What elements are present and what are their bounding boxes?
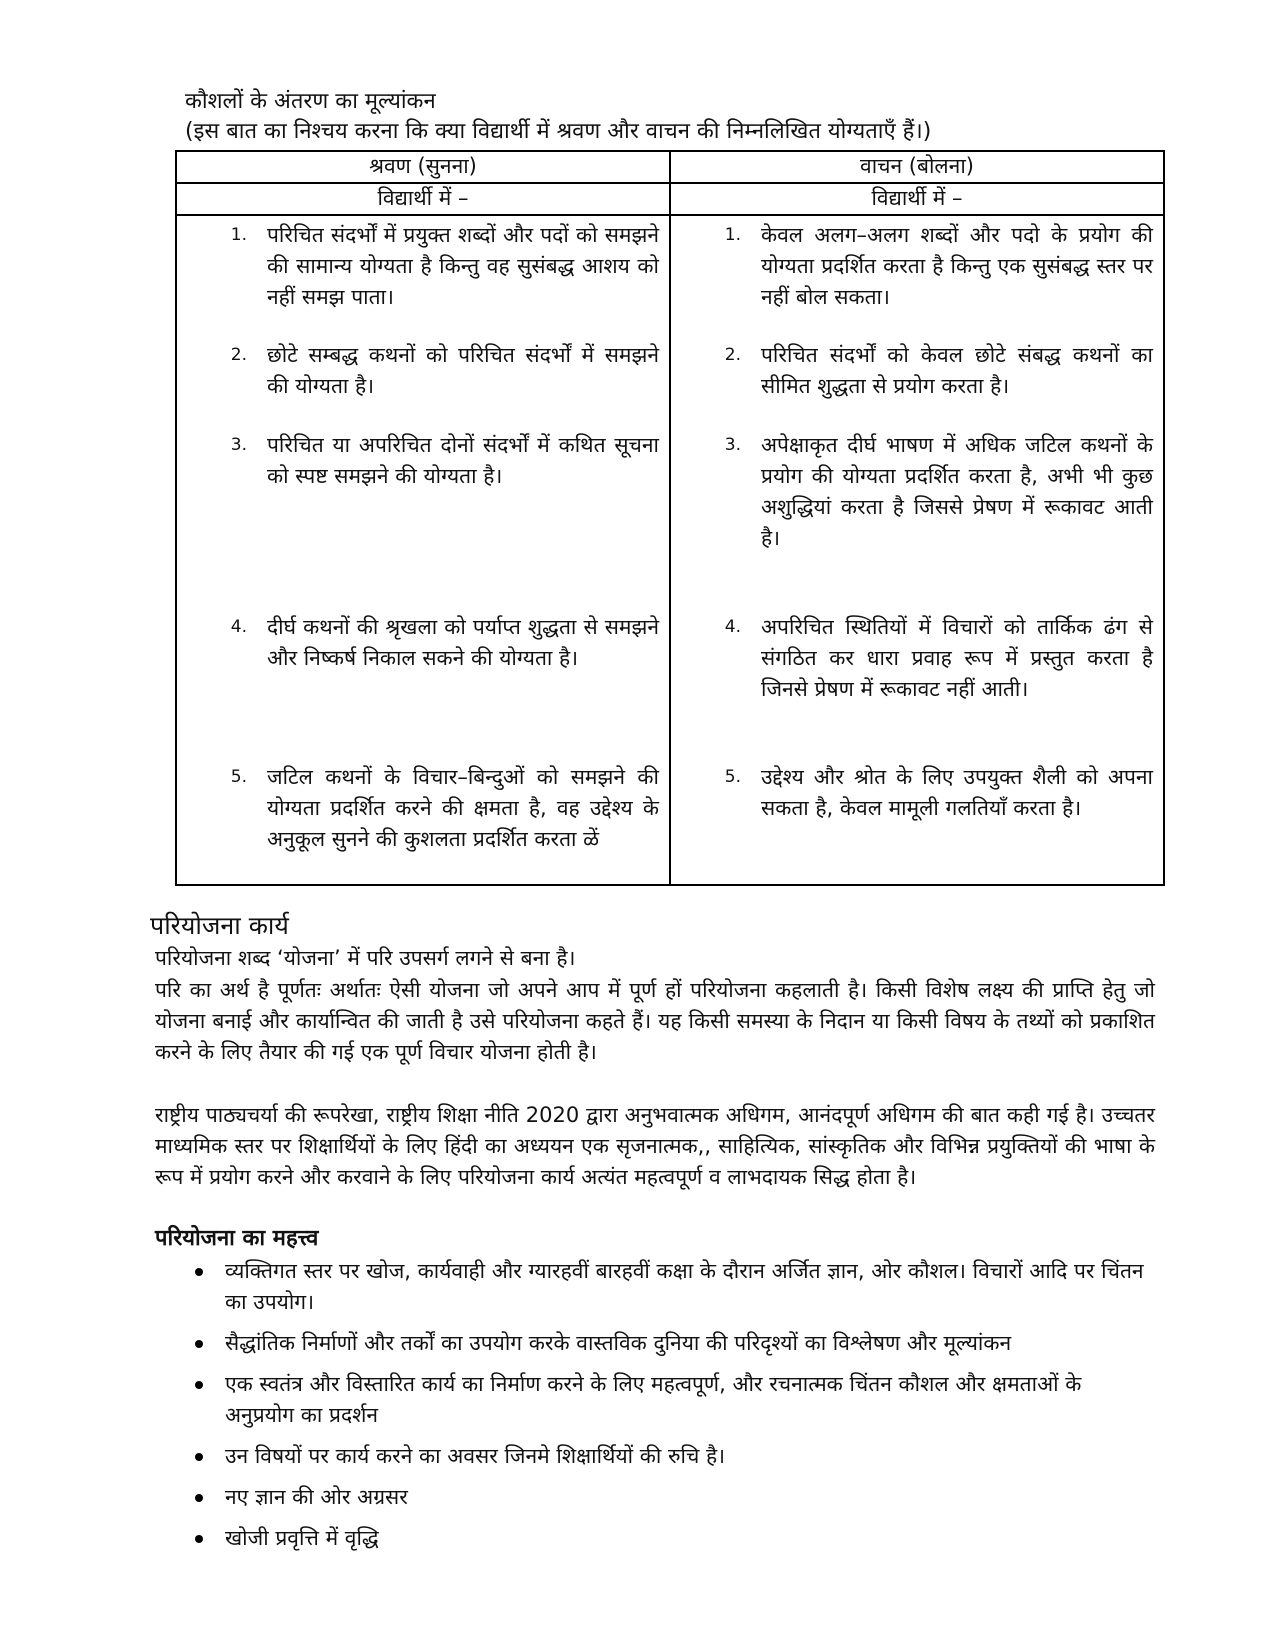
bullet-text: सैद्धांतिक निर्माणों और तर्कों का उपयोग करके वास्तविक दुनिया की परिदृश्यों का विश्लेषण और मूल्यांकन [225, 1331, 1012, 1355]
subheader-speaking: विद्यार्थी में – [670, 183, 1164, 215]
item-text: परिचित संदर्भों को केवल छोटे संबद्ध कथनों का सीमित शुद्धता से प्रयोग करता है। [761, 343, 1153, 398]
bullet-text: नए ज्ञान की ओर अग्रसर [225, 1485, 408, 1509]
item-text: उद्देश्य और श्रोत के लिए उपयुक्त शैली को अपना सकता है, केवल मामूली गलतियाँ करता है। [761, 765, 1153, 820]
header-listening: श्रवण (सुनना) [176, 151, 670, 183]
list-item [195, 1369, 1155, 1431]
bullet-text: एक स्वतंत्र और विस्तारित कार्य का निर्माण करने के लिए महत्वपूर्ण, और रचनात्मक चिंतन कौशल और क्षमताओं के अनुप्रयोग का प्रदर्शन [225, 1372, 1082, 1427]
item-text: परिचित संदर्भों में प्रयुक्त शब्दों और पदों को समझने की सामान्य योग्यता है किन्तु वह सुसंबद्ध आशय को नहीं समझ पाता। [267, 223, 659, 309]
item-number: 2. [230, 345, 247, 365]
bullet-icon [195, 1494, 203, 1502]
bullet-icon [195, 1381, 203, 1389]
list-item [217, 612, 659, 762]
item-text: छोटे सम्बद्ध कथनों को परिचित संदर्भों में समझने की योग्यता है। [267, 343, 659, 398]
bullet-icon [195, 1340, 203, 1348]
project-paragraph-2: परि का अर्थ है पूर्णतः अर्थातः ऐसी योजना जो अपने आप में पूर्ण हों परियोजना कहलाती है। किसी विशेष लक्ष्य की प्राप्ति हेतु जो योजना बनाई और कार्यान्वित की जाती है उसे परियोजना कहते हैं। यह किसी समस्या के निदान या किसी विषय के तथ्यों को प्रकाशित करने के लिए तैयार की गई एक पूर्ण विचार योजना होती है। [155, 978, 1155, 1064]
list-item [711, 612, 1153, 762]
item-number: 1. [230, 225, 247, 245]
header-speaking: वाचन (बोलना) [670, 151, 1164, 183]
page-subtitle: (इस बात का निश्चय करना कि क्या विद्यार्थी में श्रवण और वाचन की निम्नलिखित योग्यताएँ हैं।) [185, 119, 932, 144]
list-item [217, 762, 659, 880]
item-number: 5. [724, 767, 741, 787]
skills-table [175, 150, 1165, 886]
list-item [195, 1523, 1155, 1554]
list-item [711, 430, 1153, 612]
speaking-column [670, 215, 1164, 885]
item-text: जटिल कथनों के विचार–बिन्दुओं को समझने की योग्यता प्रदर्शित करने की क्षमता है, वह उद्देश्य के अनुकूल सुनने की कुशलता प्रदर्शित करता ळें [267, 765, 659, 851]
section-title-project: परियोजना कार्य [150, 911, 289, 940]
table-body-row [176, 215, 1164, 885]
page-title: कौशलों के अंतरण का मूल्यांकन [185, 89, 436, 114]
list-item [217, 340, 659, 430]
bullet-text: खोजी प्रवृत्ति में वृद्धि [225, 1526, 379, 1550]
list-item [217, 220, 659, 340]
importance-list [195, 1256, 1155, 1564]
section-title-importance: परियोजना का महत्त्व [155, 1226, 319, 1251]
list-item [195, 1256, 1155, 1318]
list-item [195, 1482, 1155, 1513]
listening-column [176, 215, 670, 885]
project-paragraph-1: परियोजना शब्द ‘योजना’ में परि उपसर्ग लगने से बना है। [155, 946, 576, 970]
item-text: दीर्घ कथनों की श्रृखला को पर्याप्त शुद्धता से समझने और निष्कर्ष निकाल सकने की योग्यता है। [267, 615, 659, 670]
item-number: 2. [724, 345, 741, 365]
item-text: परिचित या अपरिचित दोनों संदर्भों में कथित सूचना को स्पष्ट समझने की योग्यता है। [267, 433, 659, 488]
item-number: 4. [724, 617, 741, 637]
item-number: 5. [230, 767, 247, 787]
item-text: अपरिचित स्थितियों में विचारों को तार्किक ढंग से संगठित कर धारा प्रवाह रूप में प्रस्तुत करता है जिनसे प्रेषण में रूकावट नहीं आती। [761, 615, 1153, 701]
list-item [195, 1328, 1155, 1359]
bullet-text: उन विषयों पर कार्य करने का अवसर जिनमे शिक्षार्थियों की रुचि है। [225, 1444, 726, 1468]
table-header-row [176, 151, 1164, 183]
item-number: 1. [724, 225, 741, 245]
subheader-listening: विद्यार्थी में – [176, 183, 670, 215]
list-item [711, 340, 1153, 430]
item-number: 3. [724, 435, 741, 455]
item-number: 4. [230, 617, 247, 637]
bullet-text: व्यक्तिगत स्तर पर खोज, कार्यवाही और ग्यारहवीं बारहवीं कक्षा के दौरान अर्जित ज्ञान, ओर कौशल। विचारों आदि पर चिंतन का उपयोग। [225, 1259, 1144, 1314]
table-subheader-row [176, 183, 1164, 215]
bullet-icon [195, 1535, 203, 1543]
item-text: अपेक्षाकृत दीर्घ भाषण में अधिक जटिल कथनों के प्रयोग की योग्यता प्रदर्शित करता है, अभी भी कुछ अशुद्धियां करता है जिससे प्रेषण में रूकावट आती है। [761, 433, 1153, 550]
project-paragraph-3: राष्ट्रीय पाठ्यचर्या की रूपरेखा, राष्ट्रीय शिक्षा नीति 2020 द्वारा अनुभवात्मक अधिगम, आनंदपूर्ण अधिगम की बात कही गई है। उच्चतर माध्यमिक स्तर पर शिक्षार्थियों के लिए हिंदी का अध्ययन एक सृजनात्मक,, साहित्यिक, सांस्कृतिक और विभिन्न प्रयुक्तियों की भाषा के रूप में प्रयोग करने और करवाने के लिए परियोजना कार्य अत्यंत महत्वपूर्ण व लाभदायक सिद्ध होता है। [155, 1103, 1155, 1189]
item-text: केवल अलग–अलग शब्दों और पदो के प्रयोग की योग्यता प्रदर्शित करता है किन्तु एक सुसंबद्ध स्तर पर नहीं बोल सकता। [761, 223, 1153, 309]
list-item [195, 1441, 1155, 1472]
bullet-icon [195, 1268, 203, 1276]
list-item [711, 220, 1153, 340]
list-item [217, 430, 659, 612]
list-item [711, 762, 1153, 880]
item-number: 3. [230, 435, 247, 455]
bullet-icon [195, 1453, 203, 1461]
